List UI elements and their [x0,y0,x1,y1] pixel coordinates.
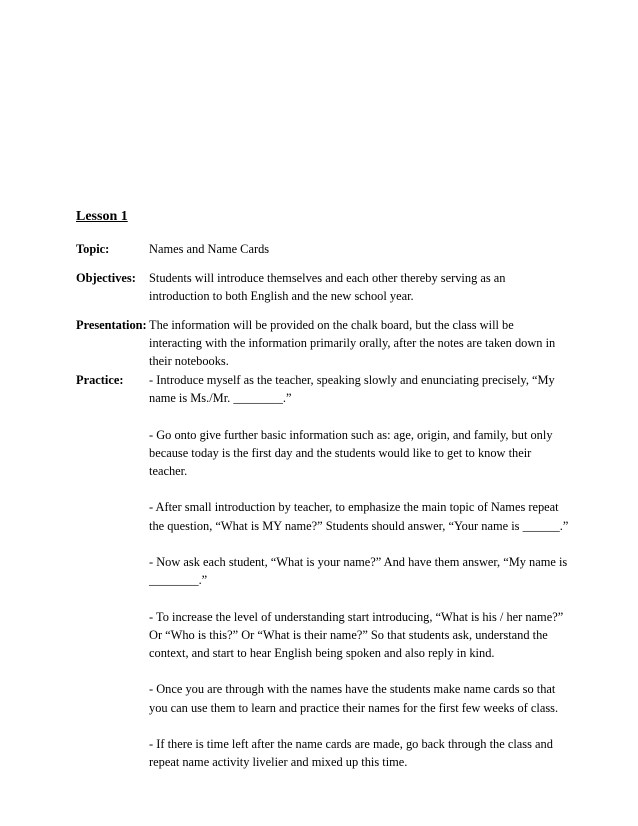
topic-label: Topic: [76,242,110,256]
lesson-title: Lesson 1 [76,209,128,224]
objectives-text: Students will introduce themselves and each other thereby serving as an introduction to both English and the new school year. [149,271,506,304]
practice-list [149,371,569,771]
practice-item: - Go onto give further basic information such as: age, origin, and family, but only because today is the first day and the students would like to get to know their teacher. [149,427,553,478]
practice-item: - Introduce myself as the teacher, speaking slowly and enunciating precisely, “My name is Ms./Mr. ________.” [149,373,555,406]
practice-item: - If there is time left after the name cards are made, go back through the class and repeat name activity livelier and mixed up this time. [149,736,553,770]
practice-item: - Now ask each student, “What is your name?” And have them answer, “My name is ________.” [149,554,568,588]
practice-item: - After small introduction by teacher, to emphasize the main topic of Names repeat the question, “What is MY name?” Students should answer, “Your name is ______.” [149,500,569,533]
practice-label: Practice: [76,373,124,387]
practice-item: - Once you are through with the names have the students make name cards so that you can use them to learn and practice their names for the first few weeks of class. [149,682,559,715]
presentation-label: Presentation: [76,318,147,332]
practice-item: - To increase the level of understanding start introducing, “What is his / her name?” Or “Who is this?” Or “What is their name?” So that students ask, understand the context, and start to hear English being spoken and also reply in kind. [149,609,564,660]
presentation-text: The information will be provided on the chalk board, but the class will be interacting with the information primarily orally, after the notes are taken down in their notebooks. [149,318,556,369]
objectives-label: Objectives: [76,271,136,285]
topic-text: Names and Name Cards [149,242,270,256]
